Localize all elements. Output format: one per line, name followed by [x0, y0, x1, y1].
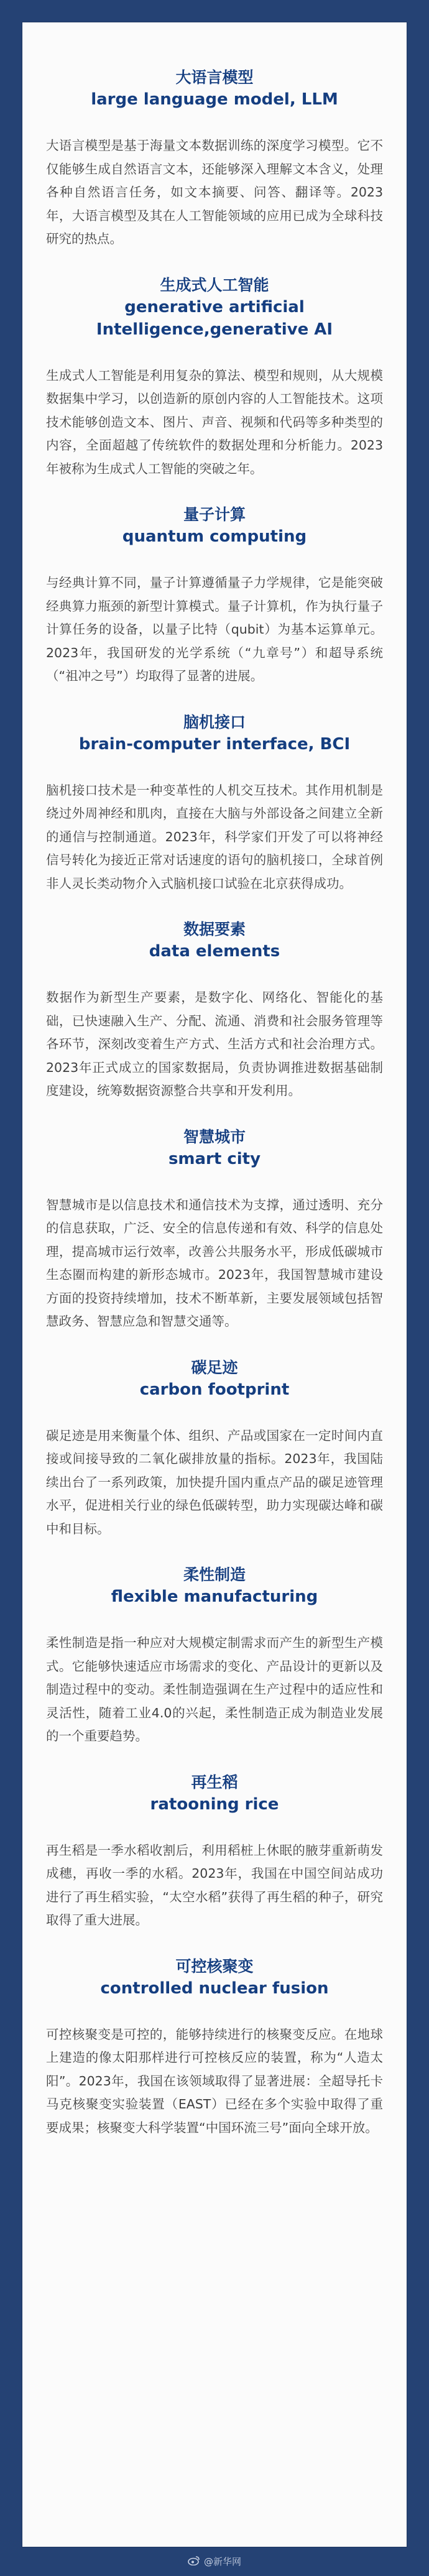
term-title-zh: 数据要素 [183, 920, 246, 938]
term-section-llm [46, 67, 383, 251]
term-description: 数据作为新型生产要素，是数字化、网络化、智能化的基础，已快速融入生产、分配、流通、消费和社会服务管理等各环节，深刻改变着生产方式、生活方式和社会治理方式。2023年正式成立的国家数据局，负责协调推进数据基础制度建设，统筹数据资源整合共享和开发利用。 [46, 990, 383, 1098]
term-description: 可控核聚变是可控的，能够持续进行的核聚变反应。在地球上建造的像太阳那样进行可控核反应的装置，称为“人造太阳”。2023年，我国在该领域取得了显著进展：全超导托卡马克核聚变实验装置（EAST）已经在多个实验中取得了重要成果；核聚变大科学装置“中国环流三号”面向全球开放。 [46, 2026, 383, 2135]
source-watermark [0, 2555, 429, 2569]
term-title-zh: 柔性制造 [183, 1566, 246, 1584]
term-title-en: generative artificial Intelligence,generative AI [96, 297, 333, 339]
term-title-zh: 可控核聚变 [175, 1957, 254, 1975]
term-title-en: carbon footprint [139, 1380, 290, 1399]
term-section-flexible-manufacturing [46, 1564, 383, 1748]
term-title-zh: 智慧城市 [183, 1127, 246, 1146]
term-description: 碳足迹是用来衡量个体、组织、产品或国家在一定时间内直接或间接导致的二氧化碳排放量的指标。2023年，我国陆续出台了一系列政策，加快提升国内重点产品的碳足迹管理水平，促进相关行业的绿色低碳转型，助力实现碳达峰和碳中和目标。 [46, 1428, 383, 1536]
term-title-zh: 脑机接口 [183, 713, 246, 731]
term-description: 生成式人工智能是利用复杂的算法、模型和规则，从大规模数据集中学习，以创造新的原创内容的人工智能技术。这项技术能够创造文本、图片、声音、视频和代码等多种类型的内容，全面超越了传统软件的数据处理和分析能力。2023年被称为生成式人工智能的突破之年。 [46, 367, 383, 476]
term-title-zh: 生成式人工智能 [160, 275, 269, 294]
term-description: 再生稻是一季水稻收割后，利用稻桩上休眠的腋芽重新萌发成穗，再收一季的水稻。2023年，我国在中国空间站成功进行了再生稻实验，“太空水稻”获得了再生稻的种子，研究取得了重大进展。 [46, 1842, 383, 1927]
term-title-en: large language model, LLM [91, 90, 338, 109]
term-title-en: flexible manufacturing [111, 1587, 318, 1606]
term-section-smart-city [46, 1127, 383, 1334]
term-title-zh: 大语言模型 [175, 68, 254, 86]
term-title-en: smart city [168, 1149, 261, 1168]
term-section-generative-ai [46, 275, 383, 481]
term-title-zh: 碳足迹 [191, 1358, 238, 1377]
term-description: 柔性制造是指一种应对大规模定制需求而产生的新型生产模式。它能够快速适应市场需求的变化、产品设计的更新以及制造过程中的变动。柔性制造强调在生产过程中的适应性和灵活性，随着工业4.0的兴起，柔性制造正成为制造业发展的一个重要趋势。 [46, 1635, 383, 1743]
term-title-en: controlled nuclear fusion [100, 1978, 329, 1998]
term-description: 与经典计算不同，量子计算遵循量子力学规律，它是能突破经典算力瓶颈的新型计算模式。量子计算机，作为执行量子计算任务的设备，以量子比特（qubit）为基本运算单元。2023年，我国研发的光学系统（“九章号”）和超导系统（“祖冲之号”）均取得了显著的进展。 [46, 575, 383, 683]
term-description: 大语言模型是基于海量文本数据训练的深度学习模型。它不仅能够生成自然语言文本，还能够深入理解文本含义，处理各种自然语言任务，如文本摘要、问答、翻译等。2023年，大语言模型及其在人工智能领域的应用已成为全球科技研究的热点。 [46, 138, 383, 246]
term-section-carbon-footprint [46, 1357, 383, 1541]
term-title-en: data elements [149, 942, 280, 961]
glossary-panel [22, 22, 407, 2547]
term-section-ratooning-rice [46, 1772, 383, 1932]
term-section-nuclear-fusion [46, 1956, 383, 2140]
watermark-text: @新华网 [203, 2556, 241, 2567]
term-section-bci [46, 712, 383, 896]
term-title-en: quantum computing [122, 527, 307, 546]
term-title-en: brain-computer interface, BCI [78, 734, 351, 754]
term-title-en: ratooning rice [150, 1794, 279, 1814]
term-section-quantum-computing [46, 504, 383, 688]
weibo-icon [188, 2555, 200, 2569]
term-description: 脑机接口技术是一种变革性的人机交互技术。其作用机制是绕过外周神经和肌肉，直接在大脑与外部设备之间建立全新的通信与控制通道。2023年，科学家们开发了可以将神经信号转化为接近正常对话速度的语句的脑机接口，全球首例非人灵长类动物介入式脑机接口试验在北京获得成功。 [46, 782, 383, 891]
term-title-zh: 再生稻 [191, 1773, 238, 1791]
term-section-data-elements [46, 919, 383, 1103]
term-title-zh: 量子计算 [183, 506, 246, 524]
term-description: 智慧城市是以信息技术和通信技术为支撑，通过透明、充分的信息获取，广泛、安全的信息传递和有效、科学的信息处理，提高城市运行效率，改善公共服务水平，形成低碳城市生态圈而构建的新形态城市。2023年，我国智慧城市建设方面的投资持续增加，技术不断革新，主要发展领域包括智慧政务、智慧应急和智慧交通等。 [46, 1197, 383, 1329]
